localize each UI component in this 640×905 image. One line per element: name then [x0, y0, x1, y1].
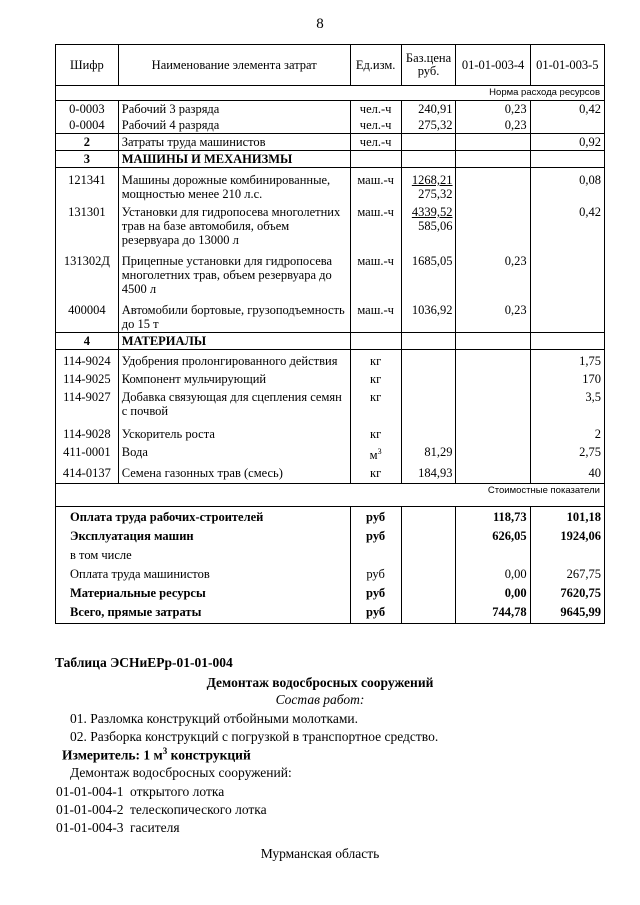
cell-code: 131302Д — [56, 248, 119, 297]
summary-v2: 267,75 — [530, 563, 604, 582]
cell-unit: кг — [350, 350, 401, 370]
summary-row — [56, 582, 605, 601]
work-step: 01. Разломка конструкций отбойными молотками. — [70, 711, 358, 726]
band-costs: Стоимостные показатели — [56, 484, 605, 507]
cell-v1: 0,23 — [456, 248, 530, 297]
list-item — [56, 784, 224, 800]
cell-name: Рабочий 4 разряда — [118, 117, 350, 134]
table-row — [56, 387, 605, 419]
cell-v1 — [456, 419, 530, 442]
cell-code: 2 — [56, 134, 119, 151]
item-text: открытого лотка — [130, 784, 225, 799]
cell-unit: чел.-ч — [350, 134, 401, 151]
cell-price: 1268,21 — [411, 173, 453, 187]
band-norms-row — [56, 86, 605, 101]
section-machines-row — [56, 151, 605, 168]
cell-unit: маш.-ч — [350, 202, 401, 248]
summary-label: Оплата труда машинистов — [56, 563, 351, 582]
work-composition-heading: Состав работ: — [275, 692, 365, 707]
cell-v1 — [456, 134, 530, 151]
cell-name: Машины дорожные комбинированные, мощностью менее 210 л.с. — [118, 168, 350, 203]
cell-v2: 2 — [530, 419, 604, 442]
cell-unit-group — [350, 442, 401, 463]
cell-code: 114-9024 — [56, 350, 119, 370]
cell-name: Установки для гидропосева многолетних трав на базе автомобиля, объем резервуара до 13000 л — [118, 202, 350, 248]
cell-v2: 40 — [530, 463, 604, 484]
table-row — [56, 350, 605, 370]
cell-price: 240,91 — [401, 101, 456, 118]
summary-v1: 0,00 — [456, 563, 530, 582]
cell-price — [401, 387, 456, 419]
section-title: Демонтаж водосбросных сооружений — [206, 675, 434, 690]
cell-name: Прицепные установки для гидропосева многолетних трав, объем резервуара до 4500 л — [118, 248, 350, 297]
cell-unit: чел.-ч — [350, 117, 401, 134]
cell-unit: маш.-ч — [350, 168, 401, 203]
list-item — [56, 802, 267, 818]
cell-v1 — [456, 202, 530, 248]
cell-v2: 0,42 — [530, 202, 604, 248]
cell-name: Семена газонных трав (смесь) — [118, 463, 350, 484]
table-row — [56, 369, 605, 387]
cell-unit: чел.-ч — [350, 101, 401, 118]
section-materials-row — [56, 333, 605, 350]
summary-unit: руб — [350, 507, 401, 526]
cell-unit: кг — [350, 369, 401, 387]
cell-v2: 0,08 — [530, 168, 604, 203]
cell-code: 114-9028 — [56, 419, 119, 442]
cell-name: Удобрения пролонгированного действия — [118, 350, 350, 370]
item-code: 01-01-004-3 — [56, 820, 124, 835]
summary-v1: 118,73 — [456, 507, 530, 526]
cell-price: 275,32 — [401, 117, 456, 134]
cell-v2: 0,42 — [530, 101, 604, 118]
cell-price — [401, 134, 456, 151]
header-unit: Ед.изм. — [350, 45, 401, 86]
cell-price: 4339,52 — [411, 205, 453, 219]
section-title: МАТЕРИАЛЫ — [118, 333, 350, 350]
table-row — [56, 248, 605, 297]
cell-v2: 2,75 — [530, 442, 604, 463]
summary-label: Материальные ресурсы — [56, 582, 351, 601]
measure-line — [62, 746, 251, 764]
section-title: МАШИНЫ И МЕХАНИЗМЫ — [118, 151, 350, 168]
summary-unit: руб — [350, 563, 401, 582]
band-costs-row — [56, 484, 605, 507]
cell-price: 184,93 — [401, 463, 456, 484]
item-code: 01-01-004-1 — [56, 784, 124, 799]
summary-v2: 101,18 — [530, 507, 604, 526]
summary-row — [56, 507, 605, 526]
cell-code: 0-0004 — [56, 117, 119, 134]
cell-unit: кг — [350, 419, 401, 442]
cell-price-machinists: 585,06 — [418, 219, 453, 233]
cell-unit: маш.-ч — [350, 248, 401, 297]
cell-price: 1036,92 — [401, 297, 456, 333]
header-price: Баз.цена руб. — [401, 45, 456, 86]
cell-unit-sup: 3 — [377, 447, 382, 456]
summary-unit: руб — [350, 582, 401, 601]
cell-code: 131301 — [56, 202, 119, 248]
cell-unit: кг — [350, 387, 401, 419]
summary-v1 — [456, 544, 530, 563]
band-norms: Норма расхода ресурсов — [56, 86, 605, 101]
cell-name: Компонент мульчирующий — [118, 369, 350, 387]
list-item — [56, 820, 180, 836]
summary-row — [56, 563, 605, 582]
cell-code: 114-9027 — [56, 387, 119, 419]
page-footer: Мурманская область — [260, 846, 380, 861]
header-name: Наименование элемента затрат — [118, 45, 350, 86]
cell-price-group — [401, 202, 456, 248]
summary-label: Всего, прямые затраты — [56, 601, 351, 624]
item-text: телескопического лотка — [130, 802, 267, 817]
summary-unit: руб — [350, 601, 401, 624]
summary-v1: 744,78 — [456, 601, 530, 624]
summary-v2 — [530, 544, 604, 563]
cell-v2: 3,5 — [530, 387, 604, 419]
cell-code: 400004 — [56, 297, 119, 333]
cell-name: Ускоритель роста — [118, 419, 350, 442]
header-code: Шифр — [56, 45, 119, 86]
cell-v1 — [456, 369, 530, 387]
measure-label: Измеритель: 1 м — [62, 747, 163, 763]
table-label: Таблица ЭСНиЕРр-01-01-004 — [55, 655, 233, 670]
cell-v1 — [456, 463, 530, 484]
summary-label: в том числе — [56, 544, 351, 563]
cell-unit: кг — [350, 463, 401, 484]
summary-unit — [350, 544, 401, 563]
cell-name: Затраты труда машинистов — [118, 134, 350, 151]
cell-v1 — [456, 442, 530, 463]
cell-price: 81,29 — [401, 442, 456, 463]
cell-price — [401, 369, 456, 387]
item-code: 01-01-004-2 — [56, 802, 124, 817]
summary-v2: 1924,06 — [530, 525, 604, 544]
summary-v1: 626,05 — [456, 525, 530, 544]
cell-code: 121341 — [56, 168, 119, 203]
cell-price — [401, 419, 456, 442]
table-row — [56, 463, 605, 484]
cell-code: 0-0003 — [56, 101, 119, 118]
work-step: 02. Разборка конструкций с погрузкой в транспортное средство. — [70, 729, 439, 744]
page-number: 8 — [316, 16, 324, 32]
items-intro: Демонтаж водосбросных сооружений: — [70, 765, 292, 780]
summary-v1: 0,00 — [456, 582, 530, 601]
summary-row — [56, 544, 605, 563]
cell-v1 — [456, 387, 530, 419]
summary-row — [56, 601, 605, 624]
cell-price-machinists: 275,32 — [418, 187, 453, 201]
table-row — [56, 168, 605, 203]
cell-name: Рабочий 3 разряда — [118, 101, 350, 118]
section-code: 3 — [56, 151, 119, 168]
cell-name: Вода — [118, 442, 350, 463]
cell-code: 414-0137 — [56, 463, 119, 484]
cell-unit: м — [369, 448, 378, 463]
table-row — [56, 202, 605, 248]
cell-v2: 0,92 — [530, 134, 604, 151]
table-row — [56, 297, 605, 333]
cell-v2 — [530, 297, 604, 333]
cell-price — [401, 350, 456, 370]
summary-unit: руб — [350, 525, 401, 544]
cell-v1: 0,23 — [456, 101, 530, 118]
table-row — [56, 117, 605, 134]
cell-price: 1685,05 — [401, 248, 456, 297]
item-text: гасителя — [130, 820, 180, 835]
measure-sup: 3 — [162, 746, 168, 756]
header-col1: 01-01-003-4 — [456, 45, 530, 86]
measure-tail: конструкций — [167, 747, 251, 763]
cell-name: Добавка связующая для сцепления семян с почвой — [118, 387, 350, 419]
cell-code: 411-0001 — [56, 442, 119, 463]
cell-code: 114-9025 — [56, 369, 119, 387]
cell-v2: 170 — [530, 369, 604, 387]
cell-v1 — [456, 350, 530, 370]
section-code: 4 — [56, 333, 119, 350]
cell-price-group — [401, 168, 456, 203]
table-row — [56, 442, 605, 463]
summary-label: Оплата труда рабочих-строителей — [56, 507, 351, 526]
summary-v2: 9645,99 — [530, 601, 604, 624]
summary-row — [56, 525, 605, 544]
summary-label: Эксплуатация машин — [56, 525, 351, 544]
table-header-row — [56, 45, 605, 86]
cell-name: Автомобили бортовые, грузоподъемность до 15 т — [118, 297, 350, 333]
cell-v1 — [456, 168, 530, 203]
cell-v2: 1,75 — [530, 350, 604, 370]
resource-norms-table — [55, 44, 605, 624]
cell-v1: 0,23 — [456, 117, 530, 134]
table-row-machinists — [56, 134, 605, 151]
cell-v2 — [530, 248, 604, 297]
table-row — [56, 419, 605, 442]
cell-unit: маш.-ч — [350, 297, 401, 333]
header-col2: 01-01-003-5 — [530, 45, 604, 86]
table-row — [56, 101, 605, 118]
cell-v2 — [530, 117, 604, 134]
summary-v2: 7620,75 — [530, 582, 604, 601]
cell-v1: 0,23 — [456, 297, 530, 333]
